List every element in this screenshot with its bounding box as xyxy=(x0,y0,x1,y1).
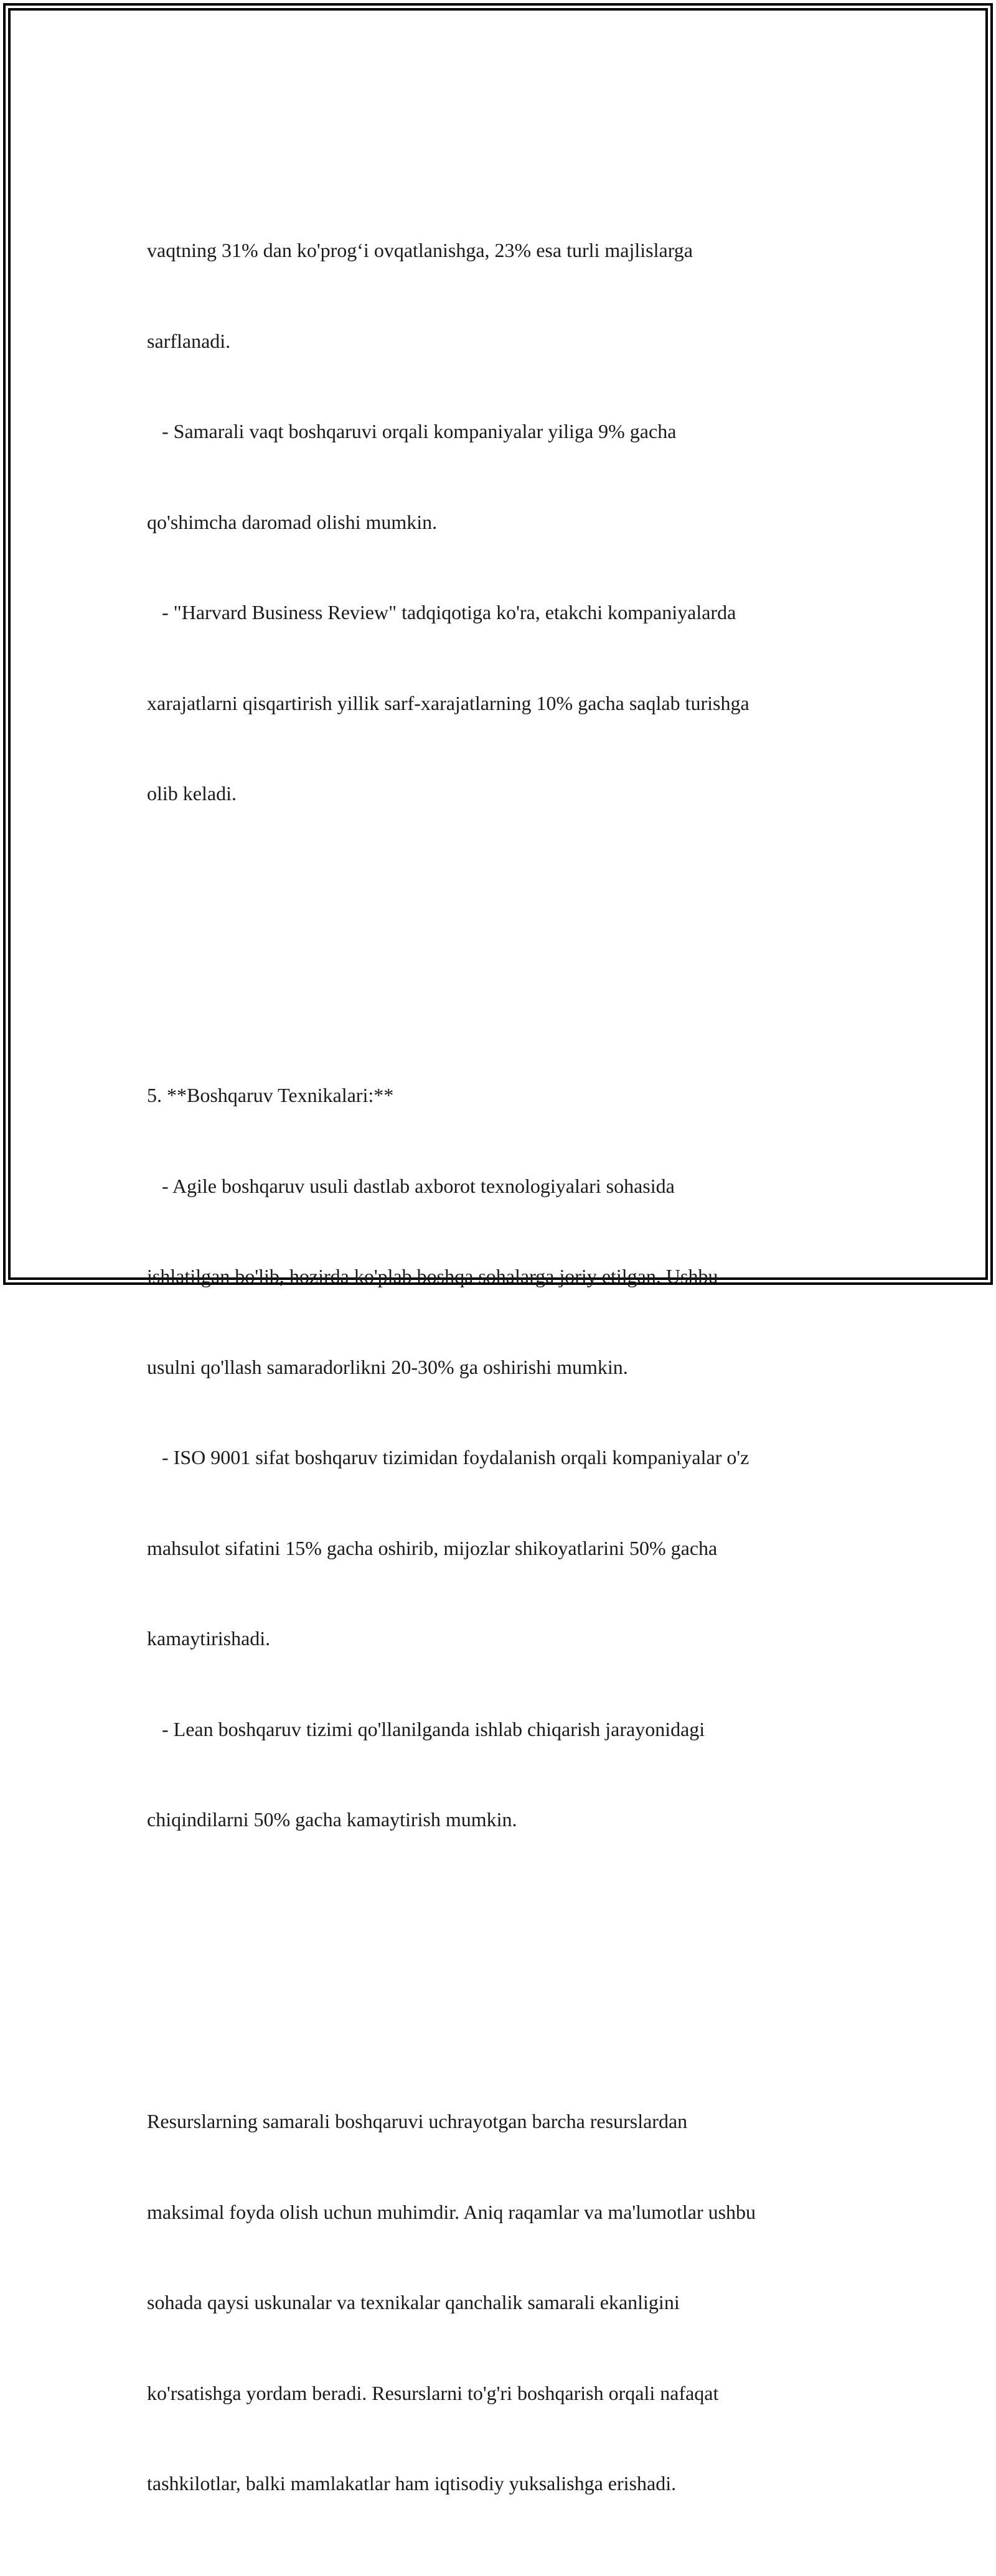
text-line: sohada qaysi uskunalar va texnikalar qanchalik samarali ekanligini xyxy=(147,2291,680,2313)
text-line: - Agile boshqaruv usuli dastlab axborot texnologiyalari sohasida xyxy=(147,1174,675,1197)
text-line: sarflanadi. xyxy=(147,329,231,352)
text-line: - "Harvard Business Review" tadqiqotiga ko'ra, etakchi kompaniyalarda xyxy=(147,601,736,623)
text-line: ishlatilgan bo'lib, hozirda ko'plab boshqa sohalarga joriy etilgan. Ushbu xyxy=(147,1265,718,1287)
text-line: Resurslarning samarali boshqaruvi uchrayotgan barcha resurslardan xyxy=(147,2110,688,2132)
blank-line xyxy=(147,1956,857,1986)
text-line: vaqtning 31% dan ko'prog‘i ovqatlanishga, 23% esa turli majlislarga xyxy=(147,239,693,261)
text-line: - ISO 9001 sifat boshqaruv tizimidan foydalanish orqali kompaniyalar o'z xyxy=(147,1446,749,1468)
text-line: usulni qo'llash samaradorlikni 20-30% ga oshirishi mumkin. xyxy=(147,1355,628,1378)
text-line: kamaytirishadi. xyxy=(147,1627,271,1650)
text-line: - Samarali vaqt boshqaruvi orqali kompaniyalar yiliga 9% gacha xyxy=(147,420,677,442)
text-line: tashkilotlar, balki mamlakatlar ham iqtisodiy yuksalishga erishadi. xyxy=(147,2472,677,2494)
text-line: ko'rsatishga yordam beradi. Resurslarni to'g'ri boshqarish orqali nafaqat xyxy=(147,2381,719,2404)
blank-line xyxy=(147,930,857,960)
paragraph-conclusion xyxy=(147,2046,857,2559)
document-body xyxy=(147,114,857,2576)
text-line: mahsulot sifatini 15% gacha oshirib, mijozlar shikoyatlarini 50% gacha xyxy=(147,1536,718,1559)
paragraph-time-management xyxy=(147,175,857,869)
text-line: maksimal foyda olish uchun muhimdir. Aniq raqamlar va ma'lumotlar ushbu xyxy=(147,2200,756,2223)
text-line: chiqindilarni 50% gacha kamaytirish mumkin. xyxy=(147,1808,517,1831)
text-line: qo'shimcha daromad olishi mumkin. xyxy=(147,510,438,533)
section-heading: 5. **Boshqaruv Texnikalari:** xyxy=(147,1084,394,1106)
text-line: - Lean boshqaruv tizimi qo'llanilganda ishlab chiqarish jarayonidagi xyxy=(147,1717,705,1740)
section-management-techniques xyxy=(147,1020,857,1895)
text-line: xarajatlarni qisqartirish yillik sarf-xarajatlarning 10% gacha saqlab turishga xyxy=(147,691,749,714)
text-line: olib keladi. xyxy=(147,782,237,805)
